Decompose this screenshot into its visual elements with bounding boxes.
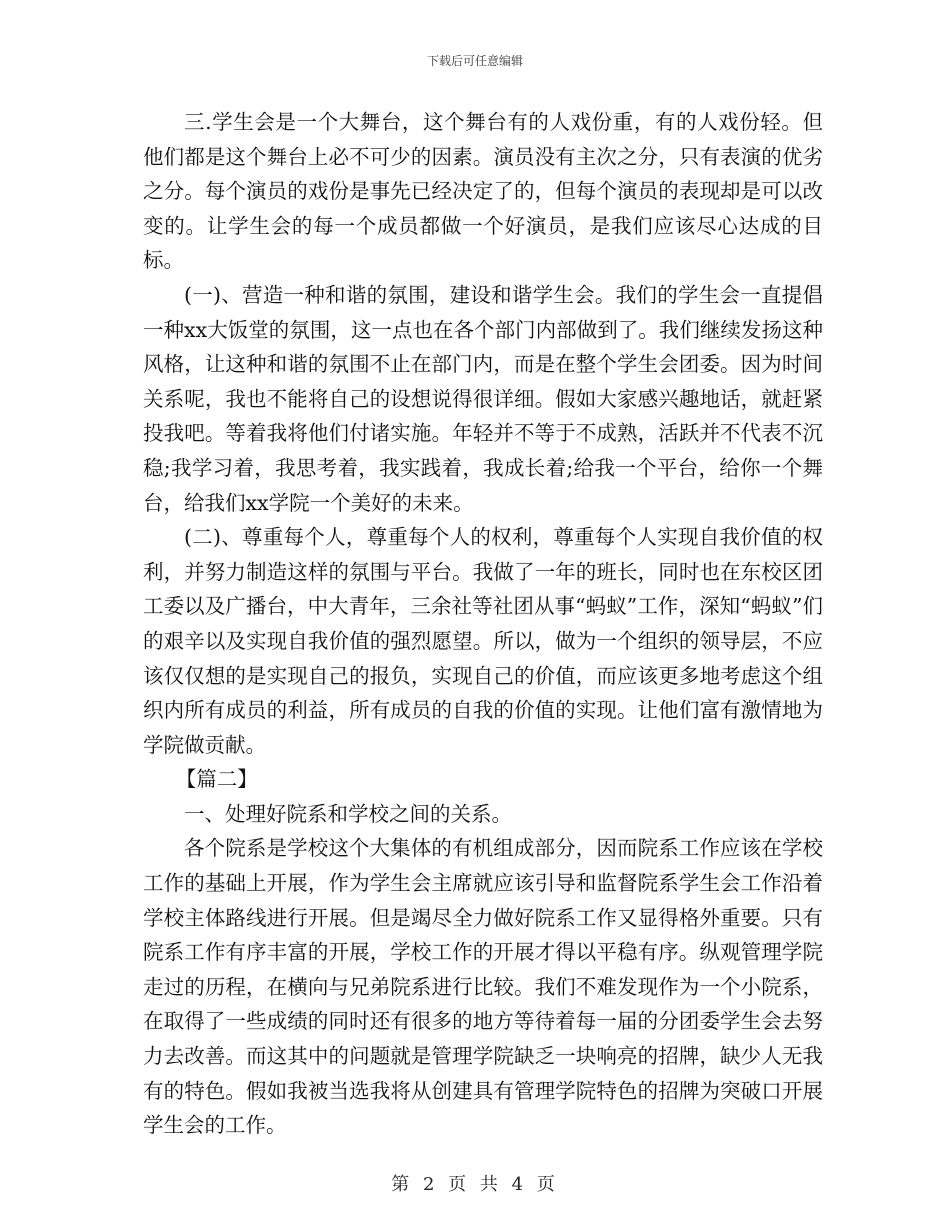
page-header: 下载后可任意编辑 <box>426 54 523 68</box>
paragraph-section-three: 三.学生会是一个大舞台，这个舞台有的人戏份重，有的人戏份轻。但他们都是这个舞台上必不可少的因素。演员没有主次之分，只有表演的优劣之分。每个演员的戏份是事先已经决定了的，但每个演员的表现却是可以改变的。让学生会的每一个成员都做一个好演员，是我们应该尽心达成的目标。 <box>143 110 823 273</box>
subheading-relationship: 一、处理好院系和学校之间的关系。 <box>184 801 512 826</box>
paragraph-respect: (二)、尊重每个人，尊重每个人的权利，尊重每个人实现自我价值的权利，并努力制造这样的氛围与平台。我做了一年的班长，同时也在东校区团工委以及广播台，中大青年，三余社等社团从事“蚂蚁”工作，深知“蚂蚁”们的艰辛以及实现自我价值的强烈愿望。所以，做为一个组织的领导层，不应该仅仅想的是实现自己的报负，实现自己的价值，而应该更多地考虑这个组织内所有成员的利益，所有成员的自我的价值的实现。让他们富有激情地为学院做贡献。 <box>143 525 823 757</box>
paragraph-harmony: (一)、营造一种和谐的氛围，建设和谐学生会。我们的学生会一直提倡一种xx大饭堂的氛围，这一点也在各个部门内部做到了。我们继续发扬这种风格，让这种和谐的氛围不止在部门内，而是在整个学生会团委。因为时间关系呢，我也不能将自己的设想说得很详细。假如大家感兴趣地话，就赶紧投我吧。等着我将他们付诸实施。年轻并不等于不成熟，活跃并不代表不沉稳;我学习着，我思考着，我实践着，我成长着;给我一个平台，给你一个舞台，给我们xx学院一个美好的未来。 <box>143 282 823 515</box>
paragraph-departments: 各个院系是学校这个大集体的有机组成部分，因而院系工作应该在学校工作的基础上开展，作为学生会主席就应该引导和监督院系学生会工作沿着学校主体路线进行开展。但是竭尽全力做好院系工作又显得格外重要。只有院系工作有序丰富的开展，学校工作的开展才得以平稳有序。纵观管理学院走过的历程，在横向与兄弟院系进行比较。我们不难发现作为一个小院系，在取得了一些成绩的同时还有很多的地方等待着每一届的分团委学生会去努力去改善。而这其中的问题就是管理学院缺乏一块响亮的招牌，缺少人无我有的特色。假如我被当选我将从创建具有管理学院特色的招牌为突破口开展学生会的工作。 <box>143 836 823 1138</box>
section-heading-part-two: 【篇二】 <box>175 767 258 792</box>
page-number-footer: 第 2 页 共 4 页 <box>391 1174 559 1195</box>
document-body <box>143 105 823 1143</box>
